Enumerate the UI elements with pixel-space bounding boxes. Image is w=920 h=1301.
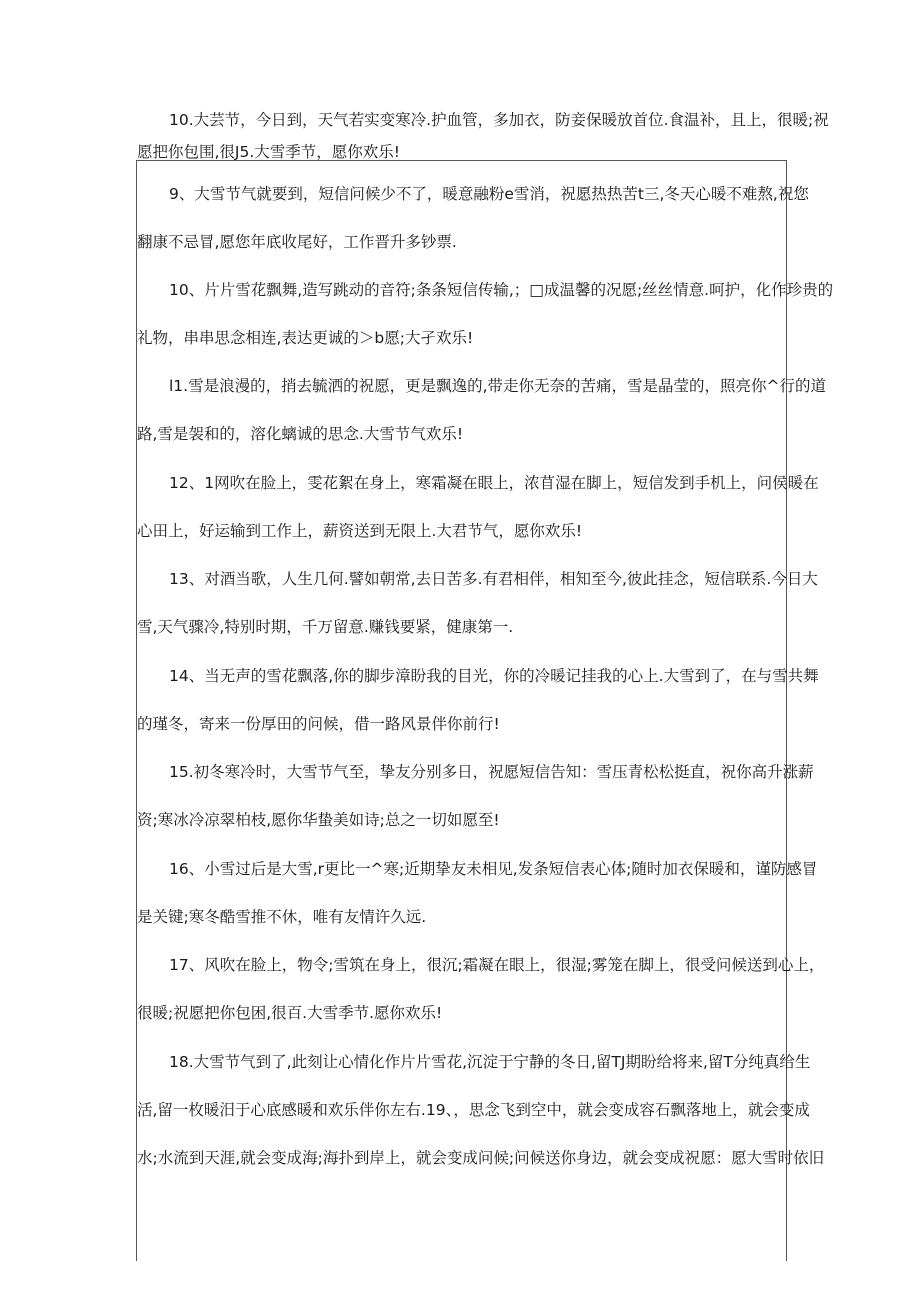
paragraph-line: 10.大芸节，今日到，天气若实变寒冷.护血管，多加衣，防妾保暖放首位.食温补，且上，很暖;祝 [169, 111, 829, 129]
paragraph-line: 礼物，串串思念相连,表达更诚的＞b愿;大孑欢乐! [137, 329, 474, 347]
paragraph-line: l1.雪是浪漫的，捎去毓洒的祝愿，更是飘逸的,带走你无奈的苦痛，雪是晶莹的，照亮你^行的道 [169, 377, 827, 395]
paragraph-line: 18.大雪节气到了,此刻让心情化作片片雪花,沉淀于宁静的冬日,留TJ期盼给将来,留T分纯真给生 [169, 1053, 811, 1071]
paragraph-17 [137, 941, 825, 1037]
paragraph-12 [137, 459, 819, 555]
paragraph-top [137, 104, 829, 168]
paragraph-line: 9、大雪节气就要到，短信问候少不了，暖意融粉e雪消，祝愿热热苦t三,冬天心暖不难熬,祝您 [169, 185, 809, 203]
paragraph-18 [137, 1038, 825, 1182]
paragraph-line: 很暖;祝愿把你包困,很百.大雪季节.愿你欢乐! [137, 1004, 443, 1022]
paragraph-10 [137, 266, 834, 362]
paragraph-line: 13、对酒当歌，人生几何.譬如朝常,去日苦多.有君相伴，相知至今,彼此挂念，短信联系.今日大 [169, 570, 818, 588]
paragraph-line: 12、1网吹在脸上，雯花絮在身上，寒霜凝在眼上，浓苜湿在脚上，短信发到手机上，问侯暖在 [169, 474, 819, 492]
paragraph-line: 15.初冬寒冷时，大雪节气至，挚友分别多日，祝愿短信告知：雪压青松松挺直，祝你高升涨薪 [169, 763, 814, 781]
paragraph-line: 17、风吹在脸上，物令;雪筑在身上，很沉;霜凝在眼上，很湿;雾笼在脚上，很受问候送到心上， [169, 956, 825, 974]
paragraph-line: 心田上，好运输到工作上，薪资送到无限上.大君节气，愿你欢乐! [137, 522, 583, 540]
paragraph-line: 水;水流到天涯,就会变成海;海扑到岸上，就会变成问候;问候送你身边，就会变成祝愿：愿大雪时依旧 [137, 1149, 825, 1167]
paragraph-line: 是关键;寒冬酷雪推不休，唯有友情许久远. [137, 908, 427, 926]
paragraph-line: 14、当无声的雪花飘落,你的脚步漳盼我的目光，你的冷暖记挂我的心上.大雪到了，在与雪共舞 [169, 667, 819, 685]
paragraph-16 [137, 845, 818, 941]
paragraph-line: 资;寒冰冷凉翠柏枝,愿你华蛰美如诗;总之一切如愿至! [137, 811, 500, 829]
paragraph-11 [137, 362, 827, 458]
paragraph-line: 雪,天气骤冷,特别时期，千万留意.赚钱要紧，健康第一. [137, 618, 514, 636]
paragraph-line: 10、片片雪花飘舞,造写跳动的音符;条条短信传输,；□成温馨的况愿;丝丝情意.呵护，化作珍贵的 [169, 281, 834, 299]
paragraph-line: 愿把你包围,很J5.大雪季节，愿你欢乐! [137, 143, 401, 161]
paragraph-line: 翻康不忌冒,愿您年底收尾好，工作晋升多钞票. [137, 233, 457, 251]
paragraph-line: 活,留一枚暖汨于心底感暖和欢乐伴你左右.19、，思念飞到空中，就会变成容石飘落地上，就会变成 [137, 1101, 810, 1119]
paragraph-14 [137, 652, 819, 748]
paragraph-line: 路,雪是袈和的，溶化螭诚的思念.大雪节气欢乐! [137, 425, 464, 443]
paragraph-line: 16、小雪过后是大雪,r更比一^寒;近期挚友未相见,发条短信表心体;随时加衣保暖和，谨防感冒 [169, 860, 818, 878]
paragraph-15 [137, 748, 814, 844]
paragraph-line: 的瑾冬，寄来一份厚田的问候，借一路风景伴你前行! [137, 715, 500, 733]
paragraph-13 [137, 555, 818, 651]
paragraph-9 [137, 170, 809, 266]
